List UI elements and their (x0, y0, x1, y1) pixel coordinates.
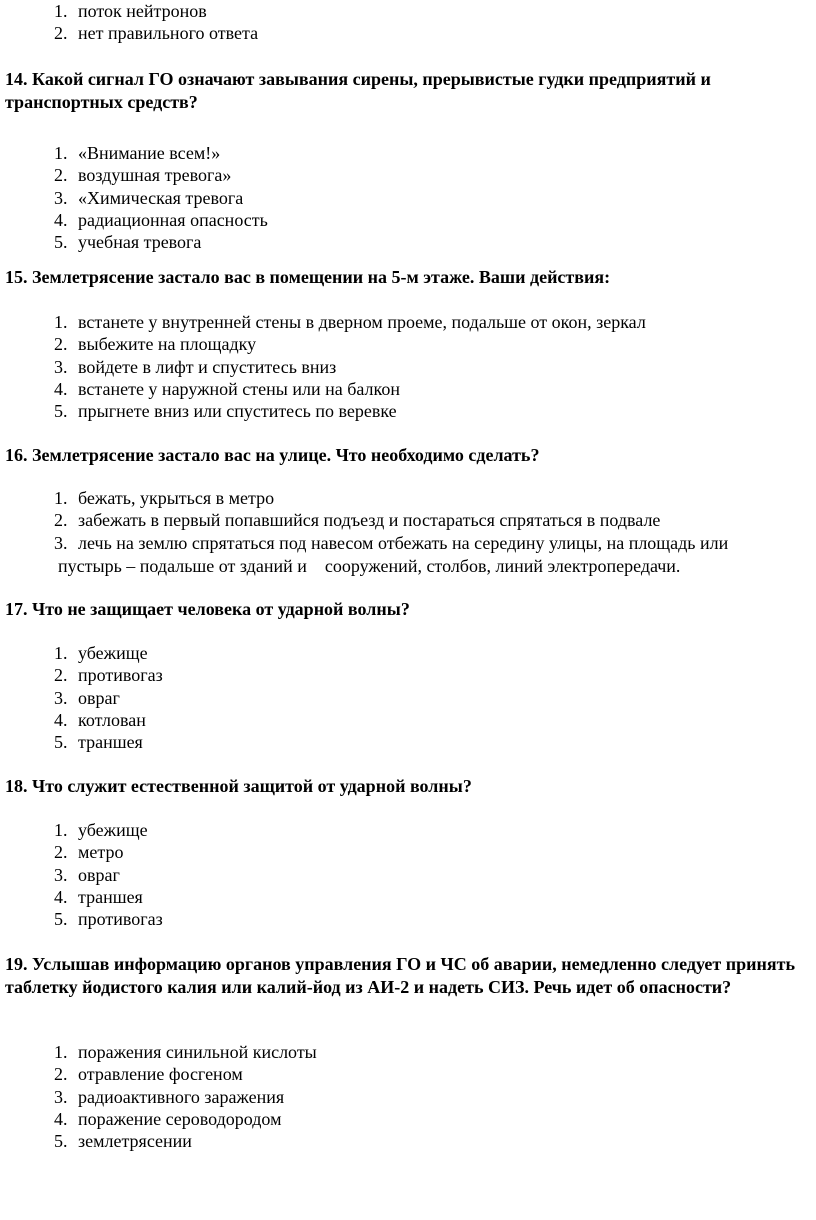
q14-option-2-number: 2. (54, 165, 68, 186)
q18-option-3 (0, 864, 816, 886)
q19-option-3-text: радиоактивного заражения (78, 1086, 285, 1107)
q17-option-1-text: убежище (78, 643, 148, 663)
q15-option-2-text: выбежите на площадку (78, 334, 257, 355)
q18-option-4 (0, 886, 816, 908)
top-option-2 (0, 22, 816, 44)
q19-option-2 (0, 1063, 816, 1085)
q15-option-3-number: 3. (54, 356, 68, 377)
q15-option-4-number: 4. (54, 378, 68, 399)
q14-option-5-text: учебная тревога (78, 232, 202, 253)
q14-option-3-number: 3. (54, 187, 68, 208)
question-17-title: 17. Что не защищает человека от ударной волны? (5, 599, 410, 619)
question-18-options (0, 819, 816, 930)
q16-option-2-text: забежать в первый попавшийся подъезд и постараться спрятаться в подвале (78, 510, 661, 531)
q18-option-1 (0, 819, 816, 841)
q19-option-2-text: отравление фосгеном (78, 1064, 243, 1085)
q19-option-4-text: поражение сероводородом (78, 1108, 282, 1129)
q15-option-4-text: встанете у наружной стены или на балкон (78, 378, 400, 399)
top-option-1 (0, 0, 816, 22)
question-19-options (0, 1041, 816, 1152)
q16-option-3-text-line1: лечь на землю спрятаться под навесом отбежать на середину улицы, на площадь или (78, 533, 729, 553)
q14-option-5-number: 5. (54, 232, 68, 253)
q14-option-4-number: 4. (54, 209, 68, 230)
q14-option-4 (0, 209, 816, 231)
q19-option-5-number: 5. (54, 1131, 68, 1152)
q18-option-5 (0, 908, 816, 930)
q17-option-4 (0, 709, 816, 731)
q17-option-2-text: противогаз (78, 665, 163, 686)
q18-option-2 (0, 841, 816, 863)
q18-option-3-text: овраг (78, 864, 120, 885)
q16-option-3-number: 3. (54, 533, 68, 553)
q16-option-1 (0, 487, 816, 509)
q17-option-3 (0, 687, 816, 709)
q19-option-2-number: 2. (54, 1064, 68, 1085)
q16-option-1-text: бежать, укрыться в метро (78, 488, 275, 508)
q19-option-5 (0, 1130, 816, 1152)
q19-option-1-number: 1. (54, 1042, 68, 1062)
q15-option-2-number: 2. (54, 334, 68, 355)
q18-option-3-number: 3. (54, 864, 68, 885)
q19-option-5-text: землетрясении (78, 1131, 192, 1152)
q14-option-2 (0, 164, 816, 186)
q15-option-4 (0, 378, 816, 400)
question-16-options (0, 487, 816, 576)
q15-option-1-text: встанете у внутренней стены в дверном проеме, подальше от окон, зеркал (78, 312, 646, 332)
q18-option-4-number: 4. (54, 886, 68, 907)
q14-option-1 (0, 142, 816, 164)
question-19-title: 19. Услышав информацию органов управления ГО и ЧС об аварии, немедленно следует принять таблетку йодистого калия или калий-йод из АИ-2 и надеть СИЗ. Речь идет об опасности? (5, 954, 795, 997)
q17-option-5 (0, 731, 816, 753)
q15-option-1 (0, 311, 816, 333)
question-15-title: 15. Землетрясение застало вас в помещении на 5-м этаже. Ваши действия: (5, 267, 611, 287)
q18-option-1-number: 1. (54, 820, 68, 840)
q18-option-2-number: 2. (54, 842, 68, 863)
q19-option-1-text: поражения синильной кислоты (78, 1042, 317, 1062)
q15-option-5-number: 5. (54, 401, 68, 422)
top-answer-list (0, 0, 816, 45)
top-option-1-text: поток нейтронов (78, 1, 207, 21)
q15-option-1-number: 1. (54, 312, 68, 332)
q19-option-3-number: 3. (54, 1086, 68, 1107)
q16-option-3-text-line2: пустырь – подальше от зданий и сооружений, столбов, линий электропередачи. (58, 555, 681, 576)
q18-option-5-number: 5. (54, 909, 68, 930)
question-14-options (0, 142, 816, 253)
q17-option-2 (0, 664, 816, 686)
q17-option-2-number: 2. (54, 665, 68, 686)
q14-option-2-text: воздушная тревога» (78, 165, 232, 186)
q17-option-5-text: траншея (78, 732, 143, 753)
q18-option-2-text: метро (78, 842, 124, 863)
question-18-title: 18. Что служит естественной защитой от ударной волны? (5, 776, 472, 796)
top-option-2-text: нет правильного ответа (78, 23, 259, 44)
question-15-options (0, 311, 816, 422)
q16-option-2-number: 2. (54, 510, 68, 531)
q15-option-5-text: прыгнете вниз или спуститесь по веревке (78, 401, 397, 422)
q14-option-5 (0, 231, 816, 253)
q16-option-1-number: 1. (54, 488, 68, 508)
q15-option-3-text: войдете в лифт и спуститесь вниз (78, 356, 337, 377)
question-14-title: 14. Какой сигнал ГО означают завывания сирены, прерывистые гудки предприятий и транспортных средств? (5, 69, 711, 112)
q17-option-1 (0, 642, 816, 664)
q15-option-3 (0, 356, 816, 378)
q16-option-2 (0, 509, 816, 531)
q14-option-4-text: радиационная опасность (78, 209, 268, 230)
q14-option-1-number: 1. (54, 143, 68, 163)
q17-option-5-number: 5. (54, 732, 68, 753)
q18-option-5-text: противогаз (78, 909, 163, 930)
q18-option-1-text: убежище (78, 820, 148, 840)
top-option-2-number: 2. (54, 23, 68, 44)
q19-option-4 (0, 1108, 816, 1130)
q17-option-1-number: 1. (54, 643, 68, 663)
q17-option-4-text: котлован (78, 709, 146, 730)
q19-option-3 (0, 1086, 816, 1108)
q17-option-4-number: 4. (54, 709, 68, 730)
top-option-1-number: 1. (54, 1, 68, 21)
q15-option-2 (0, 333, 816, 355)
question-16-title: 16. Землетрясение застало вас на улице. Что необходимо сделать? (5, 445, 540, 465)
q17-option-3-text: овраг (78, 687, 120, 708)
q14-option-3-text: «Химическая тревога (78, 187, 244, 208)
q19-option-1 (0, 1041, 816, 1063)
q18-option-4-text: траншея (78, 886, 143, 907)
question-17-options (0, 642, 816, 753)
q14-option-1-text: «Внимание всем!» (78, 143, 221, 163)
q15-option-5 (0, 400, 816, 422)
q17-option-3-number: 3. (54, 687, 68, 708)
q19-option-4-number: 4. (54, 1108, 68, 1129)
q14-option-3 (0, 187, 816, 209)
